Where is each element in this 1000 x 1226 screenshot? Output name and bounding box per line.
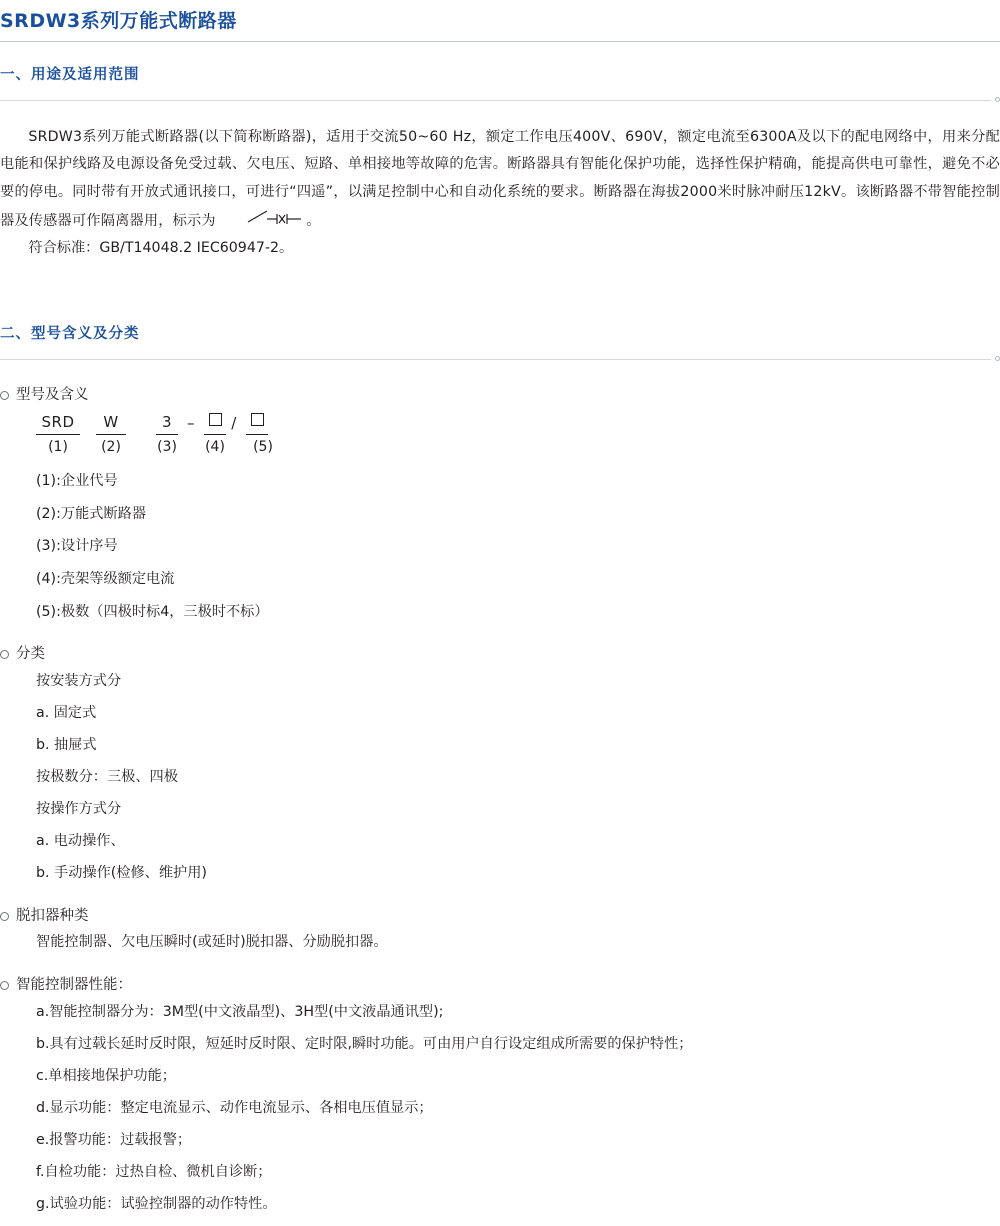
section-divider-1 (0, 92, 1000, 110)
isolator-symbol-icon (219, 207, 303, 235)
model-definition-1: (1):企业代号 (36, 473, 118, 489)
list-item-model-code (0, 385, 1000, 407)
section-divider-2 (0, 351, 1000, 369)
controller-line-f: f.自检功能：过热自检、微机自诊断； (36, 1163, 272, 1180)
model-definition-2: (2):万能式断路器 (36, 505, 147, 522)
model-number-row (36, 439, 1000, 455)
classification-line-7: b. 手动操作(检修、维护用) (36, 864, 207, 881)
title-divider (0, 41, 1000, 42)
controller-line-a: a.智能控制器分为：3M型(中文液晶型)、3H型(中文液晶通讯型); (36, 1004, 444, 1021)
rule-end-dot-2 (995, 356, 1000, 361)
release-types-lines (36, 927, 1000, 959)
model-definition-5: (5):极数（四极时标4，三极时不标） (36, 603, 269, 620)
classification-label: 分类 (16, 646, 45, 663)
classification-line-3: b. 抽屉式 (36, 736, 97, 753)
controller-line-g: g.试验功能：试验控制器的动作特性。 (36, 1195, 277, 1212)
classification-line-2: a. 固定式 (36, 704, 97, 721)
model-cell-srd: SRD (36, 413, 80, 435)
model-number-2: (2) (101, 439, 121, 455)
model-cell-box-1 (204, 413, 226, 435)
model-code-diagram (36, 413, 1000, 455)
rule-end-dot (995, 97, 1000, 102)
controller-line-d: d.显示功能：整定电流显示、动作电流显示、各相电压值显示； (36, 1100, 433, 1117)
list-item-controller (0, 975, 1000, 997)
circle-bullet-icon-2 (0, 650, 9, 659)
circle-bullet-icon-3 (0, 912, 9, 921)
intro-paragraph (0, 124, 1000, 236)
section-rule-line-2 (0, 359, 991, 360)
intro-paragraph-tail: 。 (306, 212, 321, 229)
section-rule-line (0, 100, 991, 101)
list-item-release-types (0, 906, 1000, 928)
classification-line-1: 按安装方式分 (36, 673, 122, 690)
model-number-4: (4) (205, 439, 225, 455)
model-number-5: (5) (253, 439, 273, 455)
model-number-1: (1) (48, 439, 68, 455)
model-definitions (36, 465, 1000, 628)
model-number-3: (3) (157, 439, 177, 455)
classification-lines (36, 666, 1000, 890)
model-cell-w: W (96, 413, 126, 435)
classification-line-5: 按操作方式分 (36, 800, 122, 817)
model-code-label: 型号及含义 (16, 387, 89, 404)
model-cell-dash: – (187, 414, 195, 432)
controller-line-c: c.单相接地保护功能； (36, 1068, 176, 1085)
intro-paragraph-text: SRDW3系列万能式断路器(以下简称断路器)，适用于交流50~60 Hz，额定工作电压400V、690V，额定电流至6300A及以下的配电网络中，用来分配电能和保护线路及电源设备免受过载、欠电压、短路、单相接地等故障的危害。断路器具有智能化保护功能，选择性保护精确，能提高供电可靠性，避免不必要的停电。同时带有开放式通讯接口，可进行“四遥”，以满足控制中心和自动化系统的要求。断路器在海拔2000米时脉冲耐压12kV。该断路器不带智能控制器及传感器可作隔离器用，标示为 (0, 128, 1000, 229)
empty-box-icon-2 (251, 413, 264, 426)
release-types-line-1: 智能控制器、欠电压瞬时(或延时)脱扣器、分励脱扣器。 (36, 934, 388, 951)
model-code-row (36, 413, 1000, 435)
section-heading-2: 二、型号含义及分类 (0, 326, 140, 343)
controller-lines (36, 997, 1000, 1221)
standards-line: 符合标准：GB/T14048.2 IEC60947-2。 (28, 240, 294, 257)
section-heading-1: 一、用途及适用范围 (0, 66, 140, 83)
intro-paragraph-block (0, 124, 1000, 263)
model-definition-3: (3):设计序号 (36, 538, 118, 555)
release-types-label: 脱扣器种类 (16, 907, 89, 924)
model-cell-slash: / (231, 414, 237, 432)
controller-line-e: e.报警功能：过载报警； (36, 1131, 192, 1148)
classification-line-6: a. 电动操作、 (36, 832, 125, 849)
page-title: SRDW3系列万能式断路器 (0, 10, 237, 32)
model-cell-box-2 (246, 413, 268, 435)
empty-box-icon (209, 413, 222, 426)
model-definition-4: (4):壳架等级额定电流 (36, 570, 175, 587)
circle-bullet-icon (0, 391, 9, 400)
controller-label: 智能控制器性能： (16, 977, 132, 994)
controller-line-b: b.具有过载长延时反时限，短延时反时限、定时限,瞬时功能。可由用户自行设定组成所需要的保护特性； (36, 1036, 693, 1053)
circle-bullet-icon-4 (0, 981, 9, 990)
classification-line-4: 按极数分：三极、四极 (36, 768, 178, 785)
model-cell-3: 3 (156, 413, 178, 435)
list-item-classification (0, 644, 1000, 666)
